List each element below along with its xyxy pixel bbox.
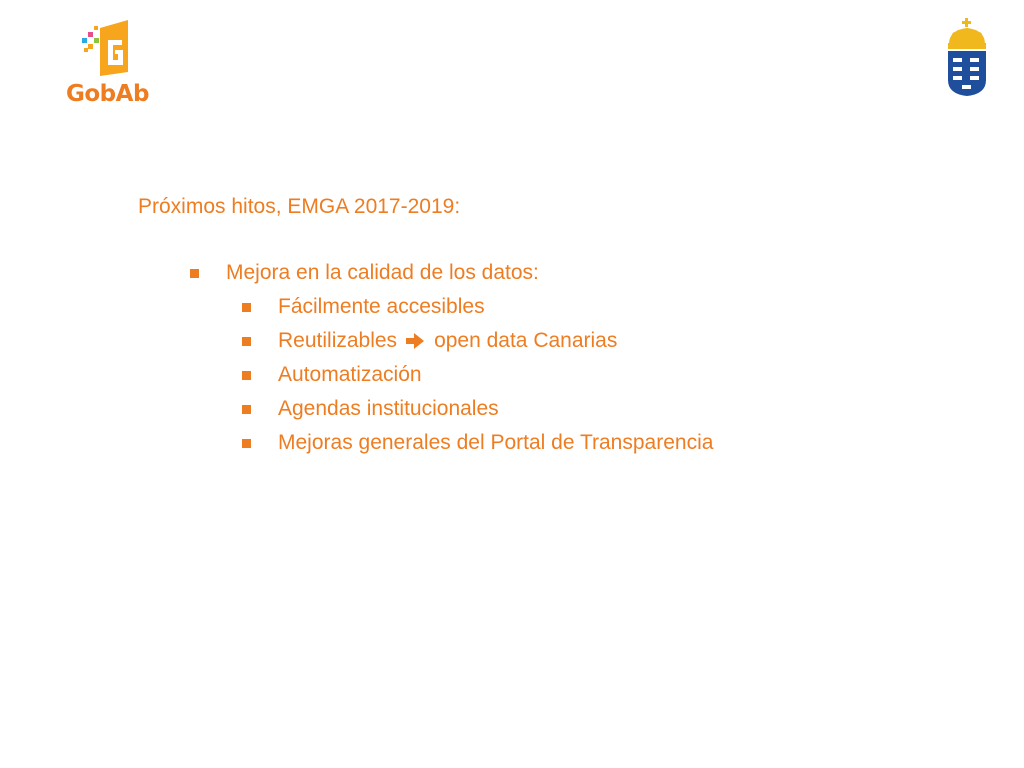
square-bullet-icon (242, 337, 251, 346)
bullet-level2 (242, 324, 617, 358)
right-arrow-icon (405, 332, 425, 350)
bullet-level2 (242, 426, 713, 460)
bullet-text: Mejora en la calidad de los datos: (226, 261, 539, 284)
bullet-level2 (242, 290, 485, 324)
square-bullet-icon (242, 371, 251, 380)
bullet-text: open data Canarias (434, 329, 618, 352)
square-bullet-icon (242, 303, 251, 312)
gobab-g-logo-icon (66, 18, 136, 80)
logo-text: GobAb (66, 81, 149, 107)
bullet-level2 (242, 358, 422, 392)
bullet-level1 (190, 256, 539, 290)
square-bullet-icon (242, 405, 251, 414)
bullet-text: Agendas institucionales (278, 397, 499, 420)
bullet-text: Mejoras generales del Portal de Transparencia (278, 431, 714, 454)
bullet-text: Reutilizables (278, 329, 398, 352)
square-bullet-icon (190, 269, 199, 278)
bullet-text: Automatización (278, 363, 422, 386)
bullet-text: Fácilmente accesibles (278, 295, 485, 318)
slide-heading: Próximos hitos, EMGA 2017-2019: (138, 195, 461, 218)
gobab-logo (66, 18, 156, 110)
bullet-level2 (242, 392, 499, 426)
square-bullet-icon (242, 439, 251, 448)
canarias-coat-of-arms-icon (944, 18, 990, 98)
